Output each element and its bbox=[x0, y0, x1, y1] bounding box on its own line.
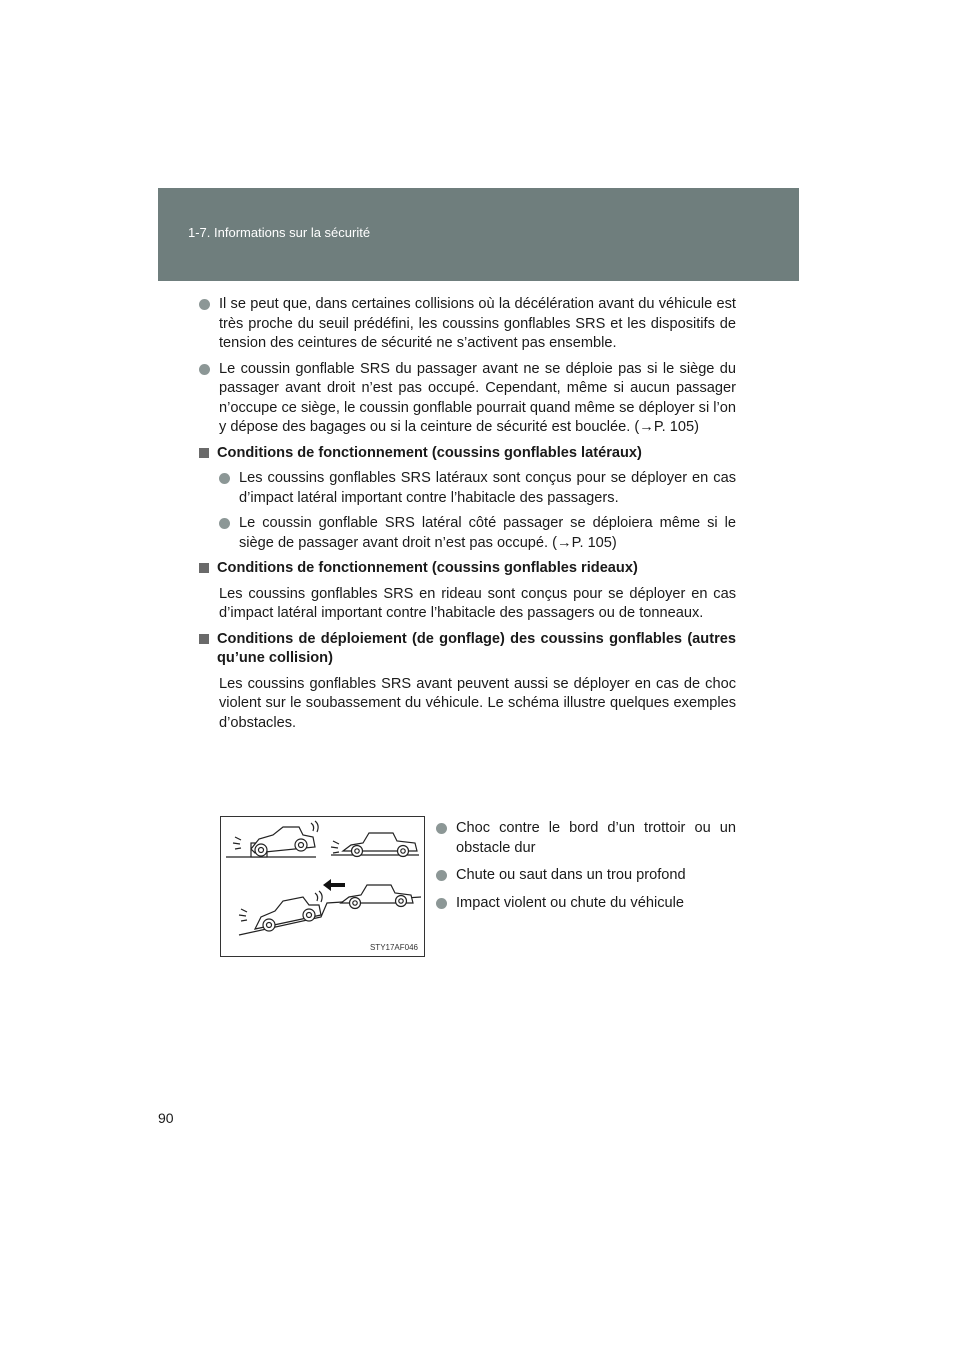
section-heading-text: Conditions de fonctionnement (coussins gonflables latéraux) bbox=[217, 444, 642, 461]
paragraph: Les coussins gonflables SRS avant peuvent aussi se déployer en cas de choc violent sur le soubassement du véhicule. Le schéma illustre quelques exemples d’obstacles. bbox=[219, 675, 736, 731]
list-item bbox=[436, 866, 736, 886]
paragraph: Les coussins gonflables SRS en rideau sont conçus pour se déployer en cas d’impact latéral important contre l’habitacle des passagers ou de tonneaux. bbox=[219, 585, 736, 621]
truck-fall-icon bbox=[239, 885, 421, 935]
figure-code: STY17AF046 bbox=[369, 943, 418, 952]
list-item bbox=[436, 819, 736, 858]
bullet-dot-icon bbox=[199, 299, 210, 310]
bullet-dot-icon bbox=[436, 898, 447, 909]
list-item bbox=[436, 894, 736, 914]
vehicle-impact-drawing bbox=[221, 817, 424, 956]
page-number: 90 bbox=[158, 1110, 174, 1126]
section-header-title: 1-7. Informations sur la sécurité bbox=[188, 225, 371, 240]
bullet-dot-icon bbox=[219, 473, 230, 484]
list-item-text: Choc contre le bord d’un trottoir ou un obstacle dur bbox=[456, 820, 736, 856]
section-header-bar bbox=[158, 188, 799, 281]
section-heading bbox=[199, 444, 736, 464]
bullet-dot-icon bbox=[436, 870, 447, 881]
truck-obstacle-icon bbox=[331, 833, 419, 857]
list-item-text: Le coussin gonflable SRS du passager avant ne se déploie pas si le siège du passager avant droit n’est pas occupé. Cependant, même si aucun passager n’occupe ce siège, le coussin gonflable pourrait quand même se déployer si l’on y dépose des bagages ou si la ceinture de sécurité est bouclée. (→P. 105) bbox=[219, 360, 736, 435]
page-content bbox=[199, 295, 736, 739]
list-item-text: Chute ou saut dans un trou profond bbox=[456, 867, 686, 883]
list-item bbox=[199, 360, 736, 438]
section-heading-text: Conditions de fonctionnement (coussins gonflables rideaux) bbox=[217, 560, 638, 576]
square-bullet-icon bbox=[199, 448, 209, 458]
bullet-dot-icon bbox=[436, 823, 447, 834]
list-item-text: Les coussins gonflables SRS latéraux sont conçus pour se déployer en cas d’impact latéral important contre l’habitacle des passagers. bbox=[239, 470, 736, 506]
list-item bbox=[219, 469, 736, 508]
list-item bbox=[199, 295, 736, 354]
section-heading bbox=[199, 559, 736, 579]
list-item-text: Impact violent ou chute du véhicule bbox=[456, 894, 684, 911]
list-item-text: Le coussin gonflable SRS latéral côté passager se déploiera même si le siège de passager avant droit n’est pas occupé. (→P. 105) bbox=[239, 515, 736, 551]
figure-bullet-list bbox=[436, 819, 736, 921]
arrow-left-icon bbox=[323, 879, 345, 891]
bullet-dot-icon bbox=[219, 518, 230, 529]
section-heading-text: Conditions de déploiement (de gonflage) des coussins gonflables (autres qu’une collision) bbox=[217, 630, 736, 666]
truck-curb-impact-icon bbox=[226, 821, 318, 857]
square-bullet-icon bbox=[199, 634, 209, 644]
section-heading bbox=[199, 630, 736, 669]
bullet-dot-icon bbox=[199, 364, 210, 375]
obstacle-illustration bbox=[220, 816, 425, 957]
square-bullet-icon bbox=[199, 563, 209, 573]
list-item bbox=[219, 514, 736, 553]
list-item-text: Il se peut que, dans certaines collisions où la décélération avant du véhicule est très proche du seuil prédéfini, les coussins gonflables SRS et les dispositifs de tension des ceintures de sécurité ne s’activent pas ensemble. bbox=[219, 296, 736, 351]
